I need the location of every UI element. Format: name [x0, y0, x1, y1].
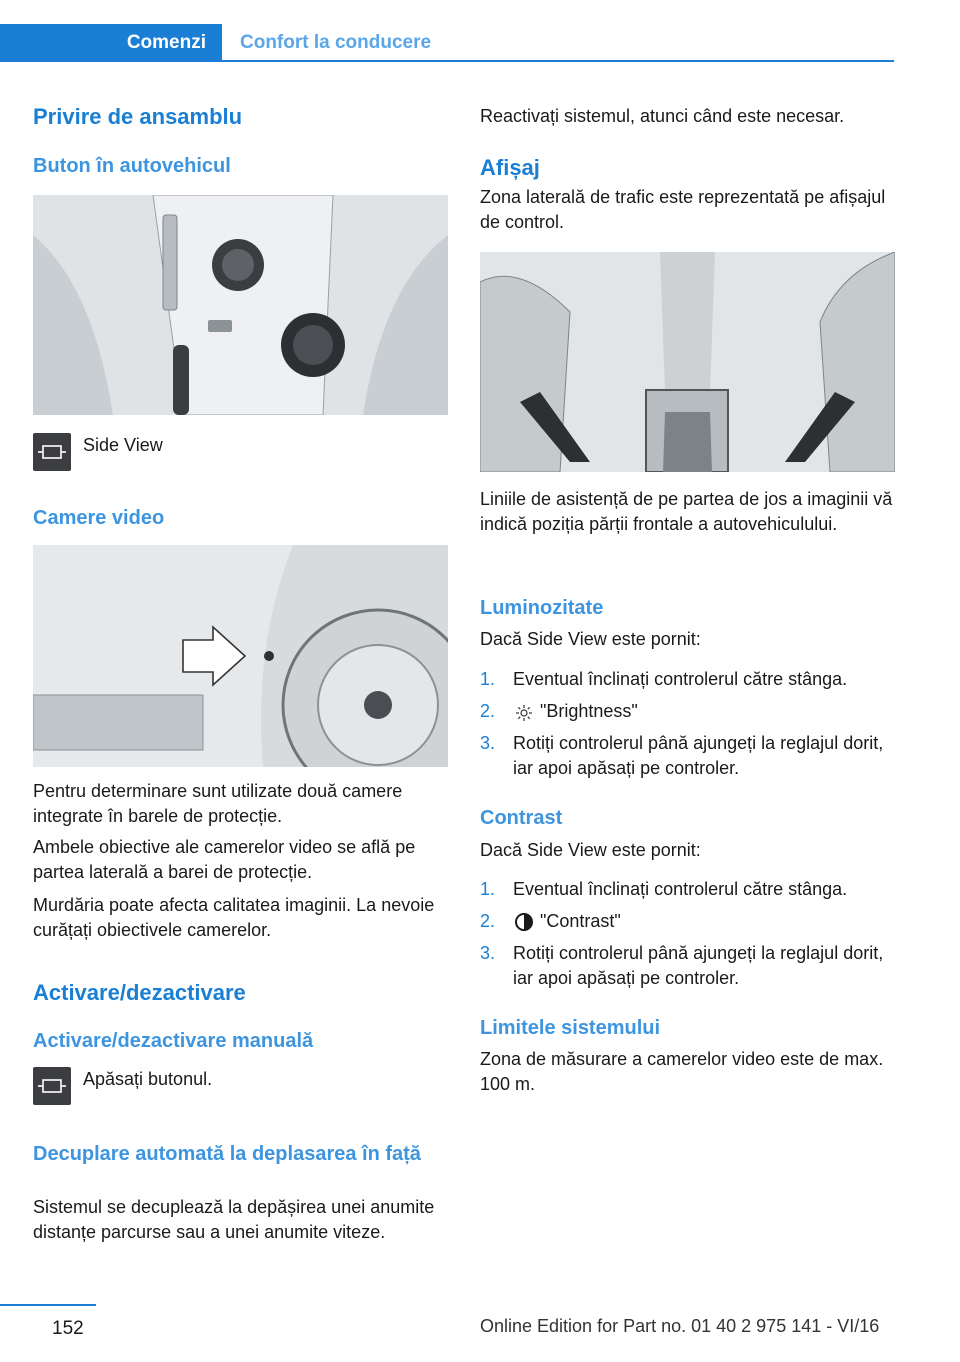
- auto-deactivation-paragraph: Sistemul se decuplează la depășirea unei anumite distanțe parcurse sau a unei anumite viteze.: [33, 1197, 435, 1242]
- footer-divider: [0, 1304, 96, 1306]
- press-button-text: Apăsați butonul.: [83, 1069, 213, 1089]
- heading-activation: Activare/dezactivare: [33, 980, 246, 1005]
- heading-button-in-vehicle: Buton în autovehicul: [33, 155, 231, 177]
- step-number: 2.: [480, 701, 496, 721]
- reactivate-text: Reactivați sistemul, atunci când este necesar.: [480, 106, 845, 126]
- heading-overview: Privire de ansamblu: [33, 104, 243, 129]
- step-text: Rotiți controlerul până ajungeți la reglajul dorit, iar apoi apăsați pe controler.: [513, 943, 884, 988]
- brightness-condition: Dacă Side View este pornit:: [480, 629, 701, 649]
- brightness-sun-icon: [516, 703, 532, 728]
- contrast-half-circle-icon: [514, 912, 534, 939]
- heading-contrast: Contrast: [480, 807, 563, 829]
- step-number: 1.: [480, 879, 496, 899]
- display-paragraph: Zona laterală de trafic este reprezentată pe afișajul de control.: [480, 187, 886, 232]
- cameras-paragraph-3: Murdăria poate afecta calitatea imaginii. La nevoie curățați obiectivele camerelor.: [33, 895, 435, 940]
- heading-manual-activation: Activare/dezactivare manuală: [33, 1030, 314, 1052]
- system-limits-paragraph: Zona de măsurare a camerelor video este de max. 100 m.: [480, 1049, 884, 1094]
- step-text: Eventual înclinați controlerul către stânga.: [513, 669, 848, 689]
- step-text: "Brightness": [540, 701, 638, 721]
- step-text: Rotiți controlerul până ajungeți la reglajul dorit, iar apoi apăsați pe controler.: [513, 733, 884, 778]
- side-view-display-image: [480, 252, 895, 472]
- heading-brightness: Luminozitate: [480, 597, 604, 619]
- step-number: 3.: [480, 733, 496, 753]
- cameras-paragraph-2: Ambele obiective ale camerelor video se află pe partea laterală a barei de protecție.: [33, 837, 416, 882]
- edition-info: Online Edition for Part no. 01 40 2 975 141 - VI/16: [480, 1316, 880, 1336]
- side-view-button-icon-2: [33, 1067, 71, 1105]
- contrast-condition: Dacă Side View este pornit:: [480, 840, 701, 860]
- header-divider: [0, 60, 894, 62]
- bumper-camera-image: [33, 545, 448, 767]
- heading-system-limits: Limitele sistemului: [480, 1017, 661, 1039]
- assist-lines-paragraph: Liniile de asistență de pe partea de jos a imaginii vă indică poziția părții frontale a autovehiculului.: [480, 489, 893, 534]
- step-text: Eventual înclinați controlerul către stânga.: [513, 879, 848, 899]
- tab-confort-la-conducere[interactable]: Confort la conducere: [240, 32, 432, 53]
- step-number: 1.: [480, 669, 496, 689]
- heading-auto-deactivation: Decuplare automată la deplasarea în față: [33, 1143, 421, 1165]
- step-number: 2.: [480, 911, 496, 931]
- tab-comenzi[interactable]: Comenzi: [0, 24, 222, 62]
- header-tabs: [0, 24, 894, 62]
- heading-display: Afișaj: [480, 155, 540, 180]
- side-view-label: Side View: [83, 435, 163, 455]
- page-number: 152: [52, 1318, 84, 1339]
- heading-cameras: Camere video: [33, 507, 165, 529]
- step-text: "Contrast": [540, 911, 621, 931]
- cameras-paragraph-1: Pentru determinare sunt utilizate două camere integrate în barele de protecție.: [33, 781, 403, 826]
- center-console-image: [33, 195, 448, 415]
- side-view-button-icon: [33, 433, 71, 471]
- step-number: 3.: [480, 943, 496, 963]
